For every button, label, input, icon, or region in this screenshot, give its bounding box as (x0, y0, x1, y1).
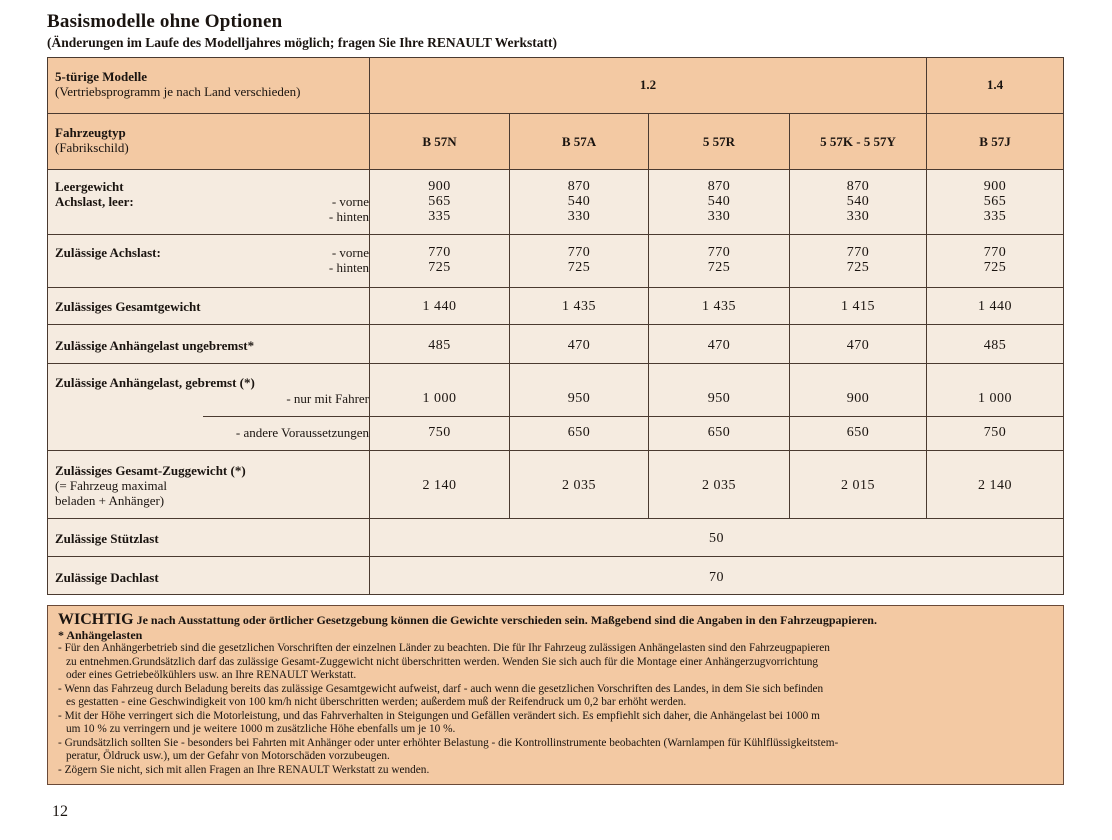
value: 725 (707, 260, 731, 275)
value: 770 (983, 245, 1007, 260)
stuetzlast-value: 50 (709, 531, 724, 546)
ungebremst-value: 485 (428, 338, 451, 353)
gesamtgewicht-value: 1 435 (702, 299, 736, 314)
ungebremst-value: 470 (707, 338, 731, 353)
notice-subhead: * Anhängelasten (58, 628, 143, 642)
value: 540 (846, 194, 870, 209)
gebremst-andere-value: 650 (707, 425, 731, 440)
gesamtgewicht-label: Zulässiges Gesamtgewicht (55, 299, 201, 314)
models-label-block (55, 69, 300, 99)
achslast-rear-label: - hinten (328, 260, 369, 275)
important-notice (47, 605, 1064, 785)
value: 725 (983, 260, 1007, 275)
type-sublabel: (Fabrikschild) (55, 140, 129, 155)
gebremst-fahrer-value: 1 000 (978, 391, 1012, 406)
value: 870 (707, 179, 731, 194)
achslast-front-label: - vorne (331, 245, 369, 260)
notice-line: es gestatten - eine Geschwindigkeit von 100 km/h nicht überschritten werden; außerdem muß der Reifendruck um 0,2 bar erhöht werden. (66, 696, 687, 708)
achslast-col-1 (370, 245, 509, 275)
leer-front-label: - vorne (331, 194, 369, 209)
value: 330 (846, 209, 870, 224)
notice-line: - Wenn das Fahrzeug durch Beladung bereits das zulässige Gesamtgewicht aufweist, darf - auch wenn die gesetzlichen Vorschriften des Landes, in dem Sie sich befinden (58, 682, 824, 695)
ungebremst-value: 470 (846, 338, 870, 353)
type-label-block (55, 125, 129, 155)
value: 540 (707, 194, 731, 209)
value: 725 (567, 260, 591, 275)
gesamtgewicht-value: 1 440 (978, 299, 1012, 314)
notice-line: - Grundsätzlich sollten Sie - besonders bei Fahrten mit Anhänger oder unter erhöhter Belastung - die Kontrollinstrumente beobachten (Warnlampen für Kühlflüssigkeitstem- (58, 736, 839, 749)
zuggewicht-label-block (55, 463, 246, 508)
value: 725 (846, 260, 870, 275)
zuggewicht-sub2: beladen + Anhänger) (55, 493, 165, 508)
gebremst-fahrer-label: - nur mit Fahrer (286, 391, 369, 406)
gesamtgewicht-value: 1 440 (422, 299, 457, 314)
gesamtgewicht-value: 1 415 (841, 299, 875, 314)
gebremst-andere-value: 650 (846, 425, 870, 440)
notice-line: - Zögern Sie nicht, sich mit allen Fragen an Ihre RENAULT Werkstatt zu wenden. (58, 763, 430, 776)
leer-col-5 (927, 179, 1063, 224)
leer-rear-label: - hinten (328, 209, 369, 224)
notice-line: oder eines Getriebeölkühlers usw. an Ihre RENAULT Werkstatt. (66, 669, 357, 681)
stuetzlast-label: Zulässige Stützlast (55, 531, 159, 546)
ungebremst-label: Zulässige Anhängelast ungebremst* (55, 338, 255, 353)
notice-line: - Für den Anhängerbetrieb sind die gesetzlichen Vorschriften der einzelnen Länder zu beachten. Die für Ihr Fahrzeug zulässigen Anhängelasten sind den Fahrzeugpapieren (58, 642, 830, 654)
gebremst-label: Zulässige Anhängelast, gebremst (*) (55, 375, 255, 390)
zuggewicht-sub1: (= Fahrzeug maximal (55, 478, 168, 493)
value: 330 (707, 209, 731, 224)
notice-line: zu entnehmen.Grundsätzlich darf das zulässige Gesamt-Zuggewicht nicht überschritten werden. Wenden Sie sich auch für die Montage einer Anhängerzugvorrichtung (66, 655, 819, 668)
notice-line: peratur, Öldruck usw.), um der Gefahr von Motorschäden vorzubeugen. (66, 750, 390, 762)
gesamtgewicht-value: 1 435 (562, 299, 596, 314)
value: 870 (567, 179, 591, 194)
value: 900 (428, 179, 451, 194)
value: 565 (983, 194, 1007, 209)
models-sublabel: (Vertriebsprogramm je nach Land verschieden) (55, 84, 301, 99)
gebremst-fahrer-value: 950 (707, 391, 731, 406)
notice-line: um 10 % zu verringern und je weitere 1000 m zusätzliche Höhe ebenfalls um je 10 %. (66, 723, 456, 735)
value: 770 (846, 245, 870, 260)
page-subtitle: (Änderungen im Laufe des Modelljahres möglich; fragen Sie Ihre RENAULT Werkstatt) (47, 35, 558, 50)
gebremst-fahrer-value: 950 (567, 391, 591, 406)
value: 565 (428, 194, 451, 209)
gebremst-fahrer-value: 1 000 (422, 391, 457, 406)
gebremst-andere-label: - andere Voraussetzungen (235, 425, 369, 440)
ungebremst-value: 485 (983, 338, 1007, 353)
value: 725 (428, 260, 451, 275)
zuggewicht-value: 2 035 (562, 478, 596, 493)
value: 540 (567, 194, 591, 209)
value: 770 (567, 245, 591, 260)
type-b57n: B 57N (422, 134, 457, 149)
engine-1-2: 1.2 (639, 77, 657, 92)
gebremst-fahrer-value: 900 (846, 391, 870, 406)
value: 335 (983, 209, 1007, 224)
leer-col-3 (649, 179, 789, 224)
type-557r: 5 57R (702, 134, 736, 149)
type-label: Fahrzeugtyp (55, 125, 126, 140)
models-label: 5-türige Modelle (55, 69, 148, 84)
achslast-col-2 (510, 245, 648, 275)
value: 330 (567, 209, 591, 224)
type-b57a: B 57A (561, 134, 597, 149)
achslast-leer-label: Achslast, leer: (55, 194, 134, 209)
gebremst-andere-value: 650 (567, 425, 591, 440)
type-557k-557y: 5 57K - 5 57Y (820, 134, 896, 149)
gebremst-andere-value: 750 (428, 425, 451, 440)
value: 770 (428, 245, 451, 260)
notice-headline: Je nach Ausstattung oder örtlicher Gesetzgebung können die Gewichte verschieden sein. Maßgebend sind die Angaben in den Fahrzeugpapieren. (136, 613, 877, 627)
value: 900 (983, 179, 1007, 194)
notice-headline-row (58, 612, 1053, 628)
gebremst-andere-value: 750 (983, 425, 1007, 440)
notice-line: - Mit der Höhe verringert sich die Motorleistung, und das Fahrverhalten in Steigungen und Gefällen verändert sich. Es empfiehlt sich daher, die Anhängelast bei 1000 m (58, 709, 820, 722)
zuggewicht-value: 2 015 (841, 478, 875, 493)
weights-table (47, 57, 1064, 595)
zuggewicht-value: 2 035 (702, 478, 736, 493)
leergewicht-label: Leergewicht (55, 179, 124, 194)
value: 335 (428, 209, 451, 224)
page-title: Basismodelle ohne Optionen (47, 11, 283, 32)
leer-col-2 (510, 179, 648, 224)
value: 770 (707, 245, 731, 260)
dachlast-label: Zulässige Dachlast (55, 570, 159, 585)
value: 870 (846, 179, 870, 194)
notice-keyword: WICHTIG (58, 611, 134, 628)
zuggewicht-value: 2 140 (978, 478, 1012, 493)
page-number: 12 (52, 803, 68, 820)
achslast-col-5 (927, 245, 1063, 275)
leer-col-1 (370, 179, 509, 224)
zuggewicht-label: Zulässiges Gesamt-Zuggewicht (*) (55, 463, 246, 478)
achslast-col-3 (649, 245, 789, 275)
type-b57j: B 57J (979, 134, 1011, 149)
leer-col-4 (790, 179, 926, 224)
dachlast-value: 70 (709, 570, 724, 585)
achslast-col-4 (790, 245, 926, 275)
achslast-label: Zulässige Achslast: (55, 245, 161, 260)
ungebremst-value: 470 (567, 338, 591, 353)
zuggewicht-value: 2 140 (422, 478, 457, 493)
engine-1-4: 1.4 (986, 77, 1004, 92)
